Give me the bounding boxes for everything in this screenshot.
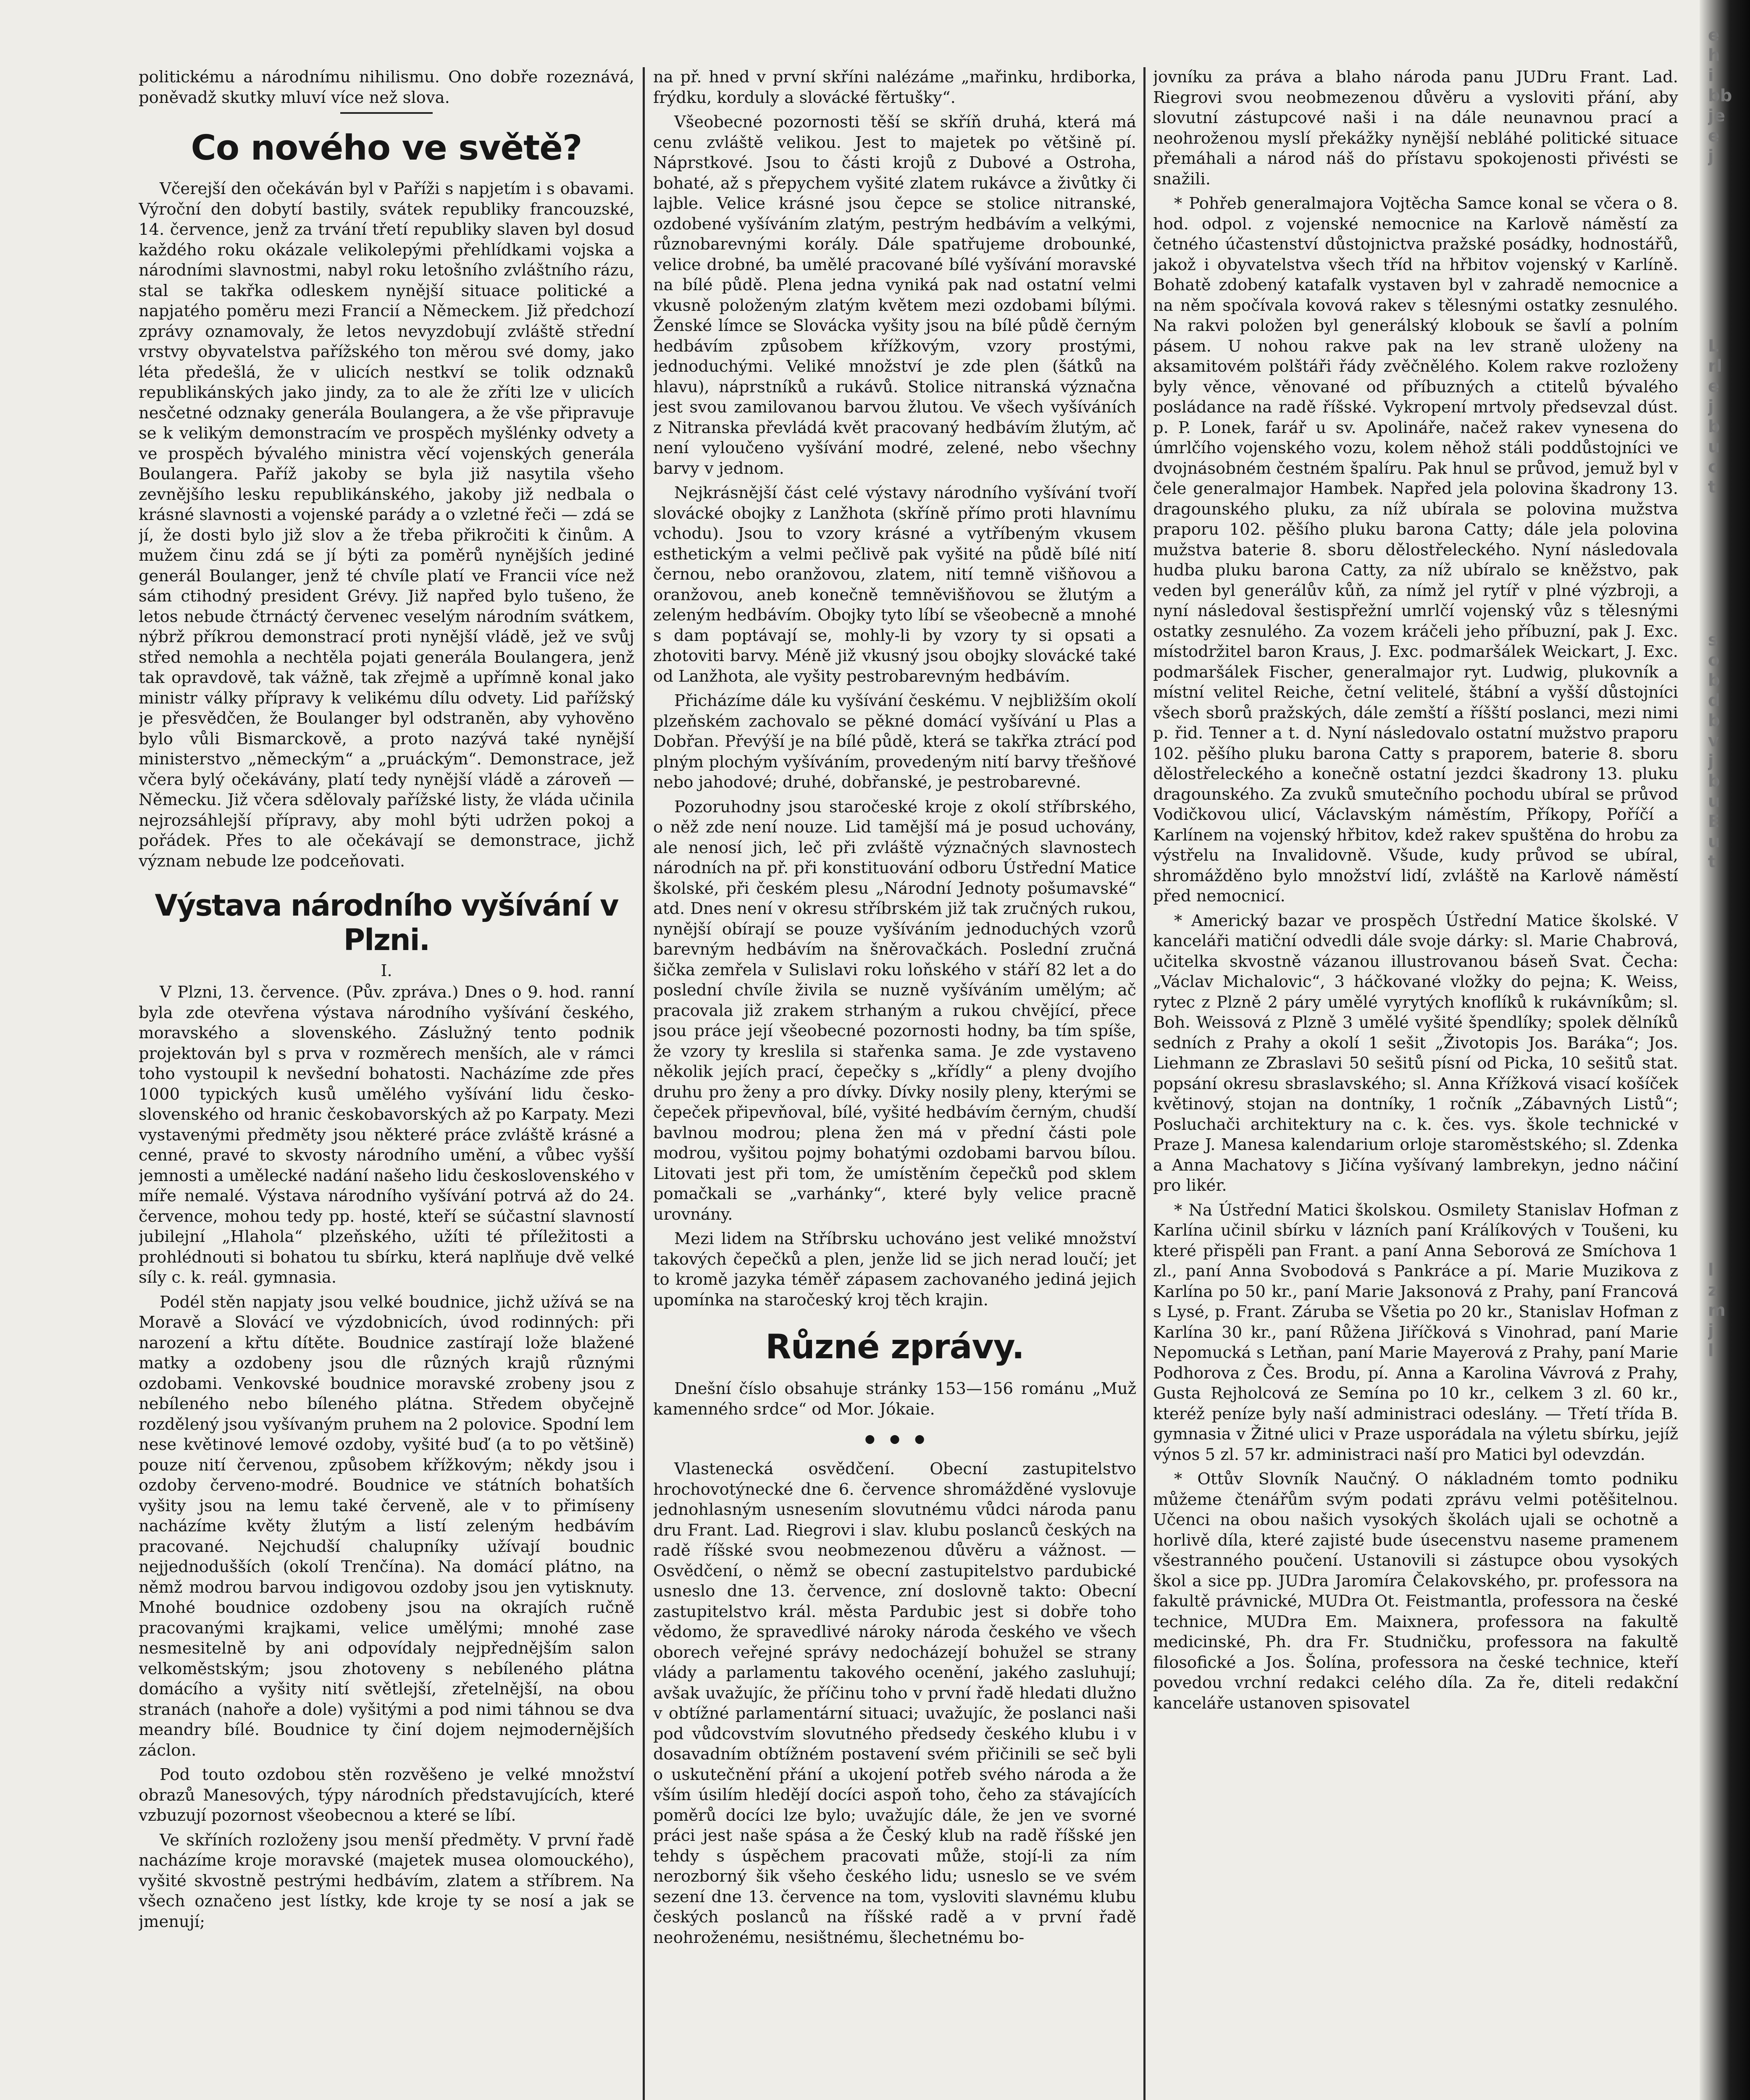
- column-right: [1153, 67, 1678, 2100]
- article-paragraph: jovníku za práva a blaho národa panu JUDru Frant. Lad. Riegrovi svou neobmezenou důvěru a vysloviti přání, aby slovutní zástupcové naši i na dále neunavnou prací a neohroženou myslí překážky nynější nebláhé politické situace přemáhali a národ náš do přístavu spokojenosti přivésti se snažili.: [1153, 68, 1678, 189]
- section-heading: Co nového ve světě?: [191, 128, 582, 168]
- article-paragraph: Ve skříních rozloženy jsou menší předměty. V první řadě nacházíme kroje moravské (majetek musea olomouckého), vyšité skvostně pestrými hedbávím, zlatem a stříbrem. Na všech označeno jest lístky, kde kroje ty se nosí a jak se jmenují;: [139, 1830, 634, 1931]
- section-number: I.: [381, 961, 392, 980]
- article-paragraph: Včerejší den očekáván byl v Paříži s napjetím i s obavami. Výroční den dobytí bastily, svátek republiky francouzské, 14. července, jenž za trvání třetí republiky slaven byl dosud každého roku okázale velikolepými přehlídkami vojska a národními slavnostmi, nabyl roku letošního zvláštního rázu, stal se takřka odleskem nynější situace politické a napjatého poměru mezi Francií a Německem. Již předchozí zprávy oznamovaly, že letos nevyzdobují zvláště střední vrstvy obyvatelstva pařížského ton měrou své domy, jako léta předešlá, že v ulicích nestkví se tolik odznaků republikánských jako jindy, za to ale že zříti lze v ulicích nesčetné odznaky generála Boulangera, a že vše připravuje se k velikým demonstracím ve prospěch myšlénky odvety a ve prospěch bývalého ministra věcí vojenských generála Boulangera. Paříž jakoby se byla již nasytila všeho zevnějšího lesku republikánského, jakoby již nedbala o krásné slavnosti a vojenské parády a o vzletné řeči — zdá se jí, že dosti bylo již slov a že třeba přikročiti k činům. A mužem činu zdá se jí býti za poměrů nynějších jediné generál Boulanger, jenž té chvíle platí ve Francii více než sám ctihodný president Grévy. Již napřed bylo tušeno, že letos nebude čtrnáctý červenec veselým národním svátkem, nýbrž příkrou demonstrací proti nynější vládě, jež ve svůj střed nemohla a nechtěla pojati generála Boulangera, jenž tak opravdově, tak vážně, tak zřejmě a upřímně konal jako ministr války přípravy k velikému dílu odvety. Lid pařížský je přesvědčen, že Boulanger byl odstraněn, aby vyhověno bylo vůli Bismarckově, a proto nazývá také nynější ministerstvo „německým“ a „pruáckým“. Demonstrace, jež včera bylý očekávány, platí tedy nynější vládě a zároveň — Německu. Již včera sdělovaly pařížské listy, že vláda učinila nejrozsáhlejší přípravy, aby mohl býti udržen pokoj a pořádek. Přes to ale očekávají se demonstrace, jichž význam nebude lze podceňovati.: [139, 179, 634, 871]
- article-paragraph: Dnešní číslo obsahuje stránky 153—156 románu „Muž kamenného srdce“ od Mor. Jókaie.: [653, 1379, 1136, 1419]
- article-paragraph: V Plzni, 13. července. (Pův. zpráva.) Dnes o 9. hod. ranní byla zde otevřena výstava národního vyšívání českého, moravského a slovenského. Záslužný tento podnik projektován byl s prva v rozměrech menších, ale v rámci toho vystoupil k nevšední bohatosti. Nacházíme zde přes 1000 typických kusů umělého vyšívání lidu česko-slovenského od hranic českobavorských až po Karpaty. Mezi vystavenými předměty jsou některé práce zvláště krásné a cenné, pravé to skvosty národního umění, a vůbec vyšší jemnosti a umělecké nadání našeho lidu československého v míře nemalé. Výstava národního vyšívání potrvá až do 24. července, mohou tedy pp. hosté, kteří se súčastní slavností jubilejní „Hlahola“ plzeňského, užíti té příležitosti a prohlédnouti si bohatou tu sbírku, která naplňuje dvě velké síly c. k. reál. gymnasia.: [139, 983, 634, 1287]
- section-heading: Výstava národního vyšívání v Plzni.: [155, 888, 618, 957]
- article-paragraph: Nejkrásnější část celé výstavy národního vyšívání tvoří slovácké obojky z Lanžhota (skříně přímo proti hlavnímu vchodu). Jsou to vzory krásné a vytříbeným vkusem esthetickým a velmi pečlivě pak vyšité na půdě bílé nití černou, nebo oranžovou, zlatem, nití temně višňovou a oranžovou, aneb konečně temněvišňovou se žlutým a zeleným hedbávím. Obojky tyto líbí se všeobecně a mnohé s dam poptávají se, mohly-li by vzory ty si opsati a zhotoviti barvy. Méně již vkusný jsou obojky slovácké také od Lanžhota, ale vyšity pestrobarevným hedbávím.: [653, 483, 1136, 686]
- adjacent-page-fragment: L rl e j b u c t: [1708, 336, 1722, 497]
- article-paragraph: * Pohřeb generalmajora Vojtěcha Samce konal se včera o 8. hod. odpol. z vojenské nemocnice na Karlově náměstí za četného účastenství důstojnictva pražské posádky, hodnostářů, jakož i obyvatelstva všech tříd na hřbitov vojenský v Karlíně. Bohatě zdobený katafalk vystaven byl v zahradě nemocnice a na něm spočívala kovová rakev s tělesnými ostatky zesnulého. Na rakvi položen byl generálský klobouk se šavlí a polním pásem. U nohou rakve pak na lev straně uloženy na aksamitovém polštáři řády zvěčnělého. Kolem rakve rozloženy byly věnce, věnované od příbuzných a ctitelů bývalého posládance na radě říšské. Vykropení mrtvoly předsevzal dúst. p. P. Lonek, farář u sv. Apolináře, načež rakev vynesena do úmrlčího vojenského vozu, kolem něhož stáli poddůstojníci ve dvojnásobném čestném špalíru. Pak hnul se průvod, jemuž byl v čele generalmajor Hambek. Napřed jela polovina škadrony 13. dragounského pluku, za níž ubírala se polovina mužstva praporu 102. pěšího pluku barona Catty; dále jela polovina mužstva baterie 8. sboru dělostřeleckého. Nyní následovala hudba pluku barona Catty, za níž ubíralo se kněžstvo, pak veden byl generálův kůň, za nímž jel rytíř v plné výzbroji, a nyní následoval šestispřežní umrlčí vojenský vůz s tělesnými ostatky zesnulého. Za vozem kráčeli jeho příbuzní, pak J. Exc. místodržitel baron Kraus, J. Exc. podmaršálek Weickart, J. Exc. podmaršálek Fischer, generalmajor ryt. Ludwig, plukovník a místní velitel Reiche, četní velitelé, štábní a vyšší důstojníci všech sborů pražských, dále zemští a říšští poslanci, mezi nimi p. řid. Tenner a t. d. Nyní následovalo ostatní mužstvo praporu 102. pěšího pluku barona Catty s praporem, baterie 8. sboru dělostřeleckého a konečně ostatní jezdci škadrony 13. pluku dragounského. Za zvuků smutečního pochodu ubíral se průvod Vodičkovou ulicí, Václavským náměstím, Příkopy, Poříčí a Karlínem na vojenský hřbitov, kdež rakev spuštěna do hrobu za výstřelu na Invalidovně. Všude, kudy průvod se ubíral, shromážděno bylo množství lidí, zvláště na Karlově náměstí před nemocnicí.: [1153, 194, 1678, 906]
- article-paragraph: * Americký bazar ve prospěch Ústřední Matice školské. V kanceláři matiční odvedli dále svoje dárky: sl. Marie Chabrová, učitelka skvostně vázanou illustrovanou báseň Svat. Čecha: „Václav Michalovic“, 3 háčkované vložky do pejna; K. Weiss, rytec z Plzně 2 páry umělé vyrytých knoflíků k rukávníkům; sl. Boh. Weissová z Plzně 3 umělé vyšité špendlíky; spolek dělníků sedních z Prahy a okolí 1 sešit „Životopis Jos. Baráka“; Jos. Liehmann ze Zbraslavi 50 sešitů písní od Picka, 10 sešitů stat. popsání okresu sbraslavského; sl. Anna Křížková visací košíček květinový, stojan na dontníky, 1 ročník „Zábavných Listů“; Posluchači architektury na c. k. čes. vys. škole technické v Praze J. Manesa kalendarium orloje staroměstského; sl. Zdenka a Anna Machatovy s Jičína vyšívaný lambrekyn, jedno náčiní pro likér.: [1153, 911, 1678, 1195]
- article-paragraph: * Na Ústřední Matici školskou. Osmilety Stanislav Hofman z Karlína učinil sbírku v lázních paní Králíkových v Toušeni, ku které přispěli pan Frant. a paní Anna Seborová ze Smíchova 1 zl., paní Anna Svobodová s Pankráce a pí. Marie Muzikova z Karlína po 50 kr., paní Marie Jaksonová z Prahy, paní Francová s Lysé, p. Frant. Záruba se Všetia po 20 kr., Stanislav Hofman z Karlína 30 kr., paní Růžena Jiříčková s Vinohrad, paní Marie Nepomucká s Letňan, paní Marie Mayerová z Prahy, paní Marie Podhorova z Čes. Brodu, pí. Anna a Karolina Vávrová z Prahy, Gusta Rejholcová ze Semína po 10 kr., celkem 3 zl. 60 kr., kteréž peníze byly naší administraci odeslány. — Třetí třída B. gymnasia v Žitné ulici v Praze usporádala na výletu sbírku, jejíž výnos 5 zl. 57 kr. administraci naší pro Matici byl odevzdán.: [1153, 1200, 1678, 1464]
- column-middle: [653, 67, 1136, 2100]
- article-paragraph: Pozoruhodny jsou staročeské kroje z okolí stříbrského, o něž zde není nouze. Lid tamější má je posud uchovány, ale nenosí jich, leč při zvláště význačných slavnostech národních na př. při konstituování odboru Ústřední Matice školské, při českém plesu „Národní Jednoty pošumavské“ atd. Dnes není v okresu stříbrském již tak zručných rukou, nynější obírají se pouze vyšíváním jednoduchých vzorů barevným hedbávím na šněrovačkách. Poslední zručná šička zemřela v Sulislavi roku loňského v stáří 82 let a do poslední chvíle živila se nuzně vyšíváním umělým; ač pracovala již zrakem strhaným a rukou chvějící, přece jsou práce její všeobecné pozornosti hodny, ba tím spíše, že vzory ty kreslila si stařenka sama. Je zde vystaveno několik jejích prací, čepečky s „křídly“ a pleny dvojího druhu pro ženy a pro dívky. Dívky nosily pleny, kterými se čepeček připevňoval, bílé, vyšité hedbávím černým, chudší bavlnou modrou; plena žen má v přední části pole modrou, vyšitou pojmy bohatými ozdobami barvou bílou. Litovati jest při tom, že umístěním čepečků pod sklem pomačkali se „varhánky“, které byly velice pracně urovnány.: [653, 797, 1136, 1224]
- article-paragraph: Všeobecné pozornosti těší se skříň druhá, která má cenu zvláště velikou. Jest to majetek po většině pí. Náprstkové. Jsou to části krojů z Dubové a Ostroha, bohaté, až s přepychem vyšité zlatem rukávce a živůtky či lajble. Velice krásné jsou čepce se stolice nitranské, ozdobené vyšíváním zlatým, pestrým hedbávím a velkými, různobarevnými korály. Dále spatřujeme drobounké, velice drobné, ba umělé pracované bílé vyšívání moravské na bílé půdě. Plena jedna vyniká pak nad ostatní velmi vkusně položeným zlatým květem mezi ozdobami bílými. Ženské límce se Slovácka vyšity jsou na bílé půdě černým hedbávím způsobem křížkovým, vzory prostými, jednoduchými. Veliké množství je zde plen (šátků na hlavu), náprstníků a rukávů. Stolice nitranská význačna jest svou zamilovanou barvou žlutou. Ve všech vyšíváních z Nitranska převládá květ pracovaný hedbávím žlutým, ač není vyloučeno vyšívání modré, zelené, nebo všechny barvy v jednom.: [653, 113, 1136, 478]
- column-rule: [643, 67, 645, 2100]
- separator-dots: • • •: [862, 1426, 928, 1455]
- section-heading: Různé zprávy.: [765, 1327, 1024, 1366]
- article-paragraph: politickému a národnímu nihilismu. Ono dobře rozeznává, poněvadž skutky mluví více než slova.: [139, 68, 634, 107]
- page-edge-shadow: [1700, 0, 1750, 2100]
- article-paragraph: * Ottův Slovník Naučný. O nákladném tomto podniku můžeme čtenářům svým podati zprávu velmi potěšitelnou. Učenci na obou našich vysokých školách ujali se ochotně a horlivě díla, které zajisté bude úsecenstvu naseme pramenem všestranného poučení. Ustanovili si zástupce obou vysokých škol a sice pp. JUDra Jaromíra Čelakovského, pr. professora na fakultě právnické, MUDra Ot. Feistmantla, professora na české technice, MUDra Em. Maixnera, professora na fakultě medicinské, Ph. dra Fr. Studničku, professora na fakultě filosofické a Jos. Šolína, professora na české technice, kteří povedou vrchní redakci celého díla. Za ře, diteli redakční kanceláře ustanoven spisovatel: [1153, 1470, 1678, 1713]
- adjacent-page-fragment: s o b d b v j b u E u t: [1708, 630, 1720, 872]
- article-paragraph: Mezi lidem na Stříbrsku uchováno jest veliké množství takových čepečků a plen, jenže lid se jich nerad loučí; jet to kromě jazyka téměř zápasem zachovaného jediná jejich upomínka na staročeský kroj těch krajin.: [653, 1229, 1136, 1310]
- column-left: [139, 67, 634, 2100]
- adjacent-page-fragment: l z m j l: [1708, 1260, 1726, 1360]
- article-paragraph: Podél stěn napjaty jsou velké boudnice, jichž užívá se na Moravě a Slovácí ve výzdobnicích, úvod rodinných: při narození a křtu dítěte. Boudnice zastírají lože blažené matky a ozdobeny jsou dle různých krajů různými ozdobami. Venkovské boudnice moravské zrobeny jsou z nebíleného nebo bíleného plátna. Středem obyčejně rozdělený jsou vyšívaným pruhem na 2 polovice. Spodní lem nese květinové lemové ozdoby, vyšité buď (a to po většině) pouze nití červenou, způsobem křížkovým; někdy jsou i ozdoby červeno-modré. Boudnice ve státních bohatších vyšity jsou na lemu také červeně, ale v to přimíseny nacházíme květy žlutým a listí zeleným hedbávím pracované. Nejchudší chalupníky užívají boudnic nejjednodušších (okolí Trenčína). Na domácí plátno, na němž modrou barvou indigovou ozdoby jsou jen vytisknuty. Mnohé boudnice ozdobeny jsou na okrajích ručně pracovanými krajkami, velice umělými; mnohé zase nesmesitelně by ani odpovídaly nejpřednějším salon velkoměstským; jsou zhotoveny s nebíleného plátna domácího a vyšity nití světlejší, zřetelnější, na obou stranách (nahoře a dole) vyšitými a pod nimi táhnou se dva meandry bílé. Boudnice ty činí dojem nejmodernějších záclon.: [139, 1292, 634, 1760]
- article-paragraph: Vlastenecká osvědčení. Obecní zastupitelstvo hrochovotýnecké dne 6. července shromážděné vyslovuje jednohlasným usnesením slovutnému vůdci národa panu dru Frant. Lad. Riegrovi i slav. klubu poslanců českých na radě říšské svou neobmezenou důvěru a vážnost. — Osvědčení, o němž se obecní zastupitelstvo pardubické usneslo dne 13. července, zní doslovně takto: Obecní zastupitelstvo král. města Pardubic jest si dobře toho vědomo, že spravedlivé nároky národa českého ve všech oborech veřejné správy nedocházejí bohužel se strany vlády a parlamentu takového ocenění, jakého zasluhují; avšak uvažujíc, že příčinu toho v první řadě hledati dlužno v obtížné parlamentární situaci; uvažujíc, že poslanci naši pod vůdcovstvím slovutného předsedy českého klubu i v dosavadním obtížném postavení svém přičinili se seč byli o uskutečnění přání a ukojení potřeb svého národa a že vším úsilím hledějí docíci aspoň toho, čeho za stávajících poměrů docíci lze bylo; uvažujíc dále, že jen ve svorné práci jest naše spása a že Český klub na radě říšské jen tehdy s úspěchem pracovati může, stojí-li za ním nerozborný šik všeho českého lidu; usneslo se ve svém sezení dne 13. července na tom, vysloviti slavnému klubu českých poslanců na říšské radě a v první řadě neohroženému, nesištnému, šlechetnému bo-: [653, 1460, 1136, 1947]
- article-paragraph: Pod touto ozdobou stěn rozvěšeno je velké množství obrazů Manesových, týpy národních představujících, které vzbuzují pozornost všeobecnou a které se líbí.: [139, 1765, 634, 1825]
- column-rule: [1143, 67, 1146, 2100]
- divider: [340, 112, 433, 114]
- article-paragraph: Přicházíme dále ku vyšívání českému. V nejbližším okolí plzeňském zachovalo se pěkné domácí vyšívání u Plas a Dobřan. Převýší je na bílé půdě, která se takřka ztrácí pod plným plochým vyšíváním, provedeným nití barvy třešňové nebo jahodové; druhé, dobřanské, je pestrobarevné.: [653, 691, 1136, 792]
- article-paragraph: na př. hned v první skříni nalézáme „mařinku, hrdiborka, frýdku, korduly a slovácké fěrtušky“.: [653, 68, 1136, 107]
- adjacent-page-fragment: e h i bb je e j: [1708, 26, 1732, 166]
